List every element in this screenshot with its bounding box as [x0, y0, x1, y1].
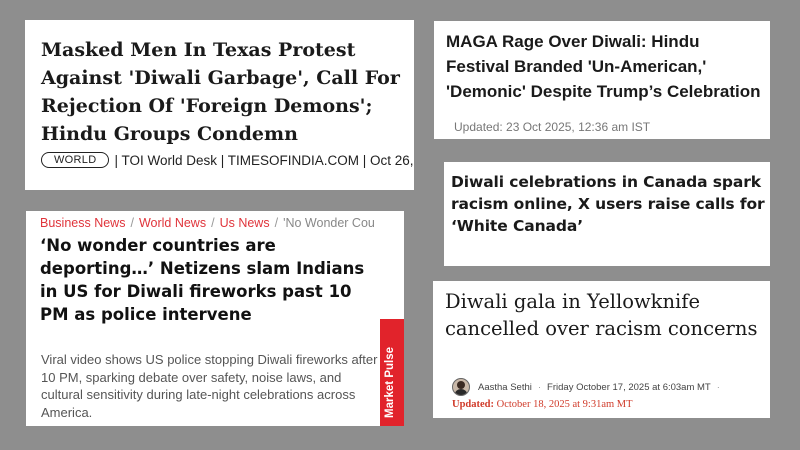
byline-text: | TOI World Desk | TIMESOFINDIA.COM | Oct 26,: [114, 152, 414, 168]
updated-timestamp: [452, 399, 633, 410]
canada-article-card[interactable]: [444, 162, 770, 266]
headline[interactable]: Masked Men In Texas Protest Against 'Diwali Garbage', Call For Rejection Of 'Foreign Demons'; Hindu Groups Condemn: [41, 39, 400, 145]
business-news-article-card[interactable]: [26, 211, 404, 426]
article-summary: Viral video shows US police stopping Diwali fireworks after 10 PM, sparking debate over safety, noise laws, and cultural sensitivity during late-night celebrations across America.: [41, 352, 378, 420]
breadcrumb-separator: /: [274, 216, 279, 230]
headline[interactable]: Diwali celebrations in Canada spark racism online, X users raise calls for ‘White Canada’: [451, 173, 765, 235]
byline: Aastha Sethi · Friday October 17, 2025 at 6:03am MT ·: [452, 378, 726, 396]
author-name[interactable]: Aastha Sethi: [478, 381, 532, 393]
maga-article-card[interactable]: [434, 21, 770, 139]
headline[interactable]: Diwali gala in Yellowknife cancelled over racism concerns: [445, 290, 758, 340]
breadcrumb-current: 'No Wonder Cou: [283, 216, 375, 230]
market-pulse-label: Market Pulse: [384, 347, 396, 418]
publish-date: Friday October 17, 2025 at 6:03am MT: [547, 381, 711, 393]
toi-article-card[interactable]: [25, 20, 414, 190]
breadcrumb-us-news[interactable]: Us News: [219, 216, 270, 230]
breadcrumb: [40, 216, 375, 230]
updated-timestamp: Updated: 23 Oct 2025, 12:36 am IST: [454, 120, 651, 134]
breadcrumb-separator: /: [130, 216, 134, 230]
breadcrumb-business-news[interactable]: Business News: [40, 216, 126, 230]
updated-label: Updated:: [452, 399, 495, 410]
article-meta: [41, 152, 414, 168]
yellowknife-article-card[interactable]: [433, 281, 770, 418]
headline[interactable]: MAGA Rage Over Diwali: Hindu Festival Branded 'Un-American,' 'Demonic' Despite Trump’s Celebration: [446, 32, 761, 101]
avatar-icon: [452, 378, 470, 396]
breadcrumb-separator: /: [211, 216, 215, 230]
section-badge[interactable]: WORLD: [41, 152, 109, 168]
headline[interactable]: ‘No wonder countries are deporting…’ Netizens slam Indians in US for Diwali fireworks past 10 PM as police intervene: [40, 236, 365, 324]
breadcrumb-world-news[interactable]: World News: [138, 216, 207, 230]
market-pulse-tab[interactable]: [380, 319, 404, 426]
updated-value: October 18, 2025 at 9:31am MT: [496, 399, 633, 410]
